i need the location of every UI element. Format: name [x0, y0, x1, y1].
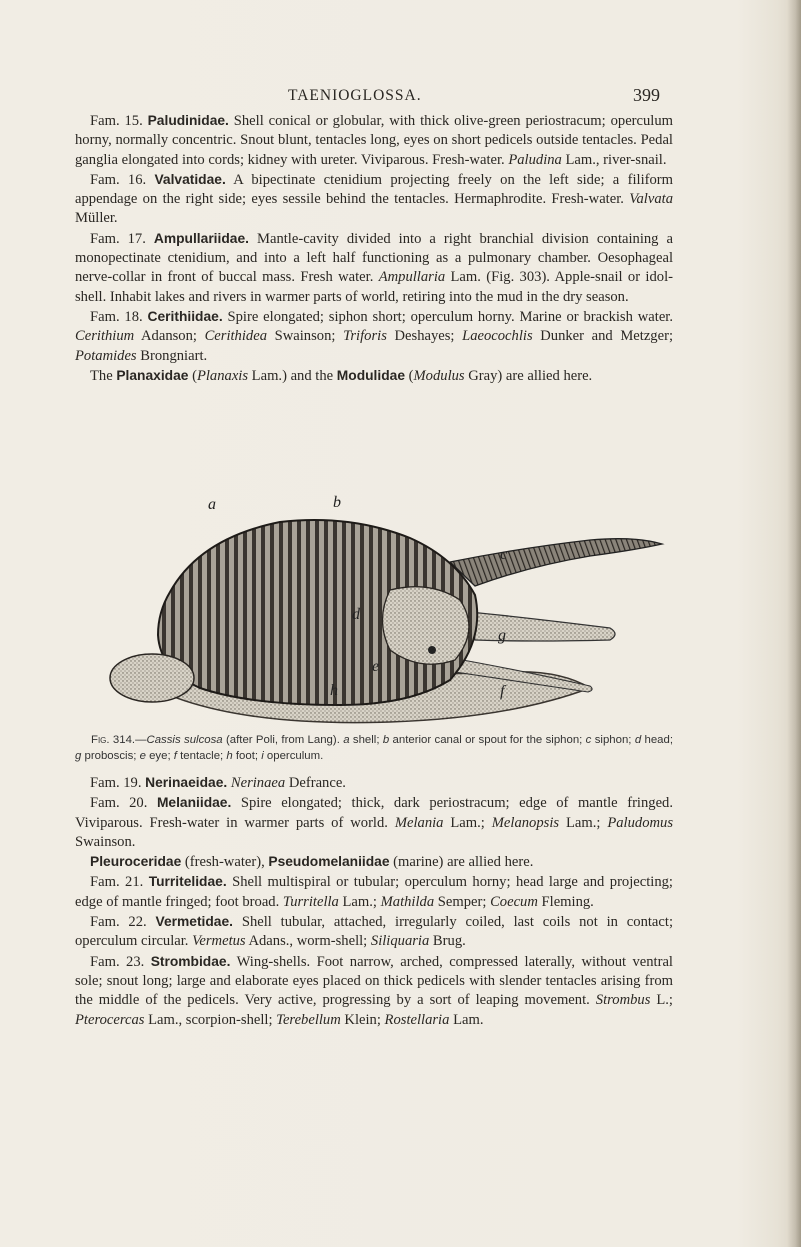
taxon-name: Strombus [595, 992, 651, 1009]
taxon-name: Turritella [282, 893, 339, 910]
text-run: Fam. 22. [90, 914, 156, 931]
cassis-illustration [90, 500, 665, 725]
fig-label-e: e [372, 658, 380, 675]
text-run: A bipectinate ctenidium projecting freely on the left side; a filiform appendage on the right side; eyes sessile behind the tentacles. Hermaphrodite. Fresh-water. [75, 171, 673, 208]
family-name: Valvatidae. [154, 171, 226, 187]
text-run: Klein; [340, 1011, 385, 1028]
text-run: tentacle; [176, 749, 227, 762]
figure-cassis-sulcosa [90, 494, 665, 725]
text-run: proboscis; [81, 749, 140, 762]
taxon-name: Triforis [343, 328, 387, 345]
family-name: Modulidae [336, 367, 405, 383]
text-run: Deshayes; [386, 328, 463, 345]
taxon-name: a [343, 734, 350, 746]
taxon-name: d [634, 734, 642, 746]
taxon-name: Modulus [413, 367, 465, 384]
family-name: Cerithiidae. [147, 308, 223, 324]
family-name: Turritelidae. [148, 874, 227, 890]
figure-caption [75, 733, 673, 764]
page-edge-shadow [787, 0, 801, 1247]
caption-text [75, 733, 673, 764]
eye-shape [428, 646, 436, 654]
text-run: Fam. 21. [90, 874, 149, 891]
paragraph [75, 793, 673, 852]
taxon-name: Paludina [508, 151, 562, 168]
text-run: Lam.; [338, 893, 381, 910]
text-run: Fam. 20. [90, 795, 157, 812]
taxon-name: Potamides [75, 347, 137, 364]
text-run: Fam. 23. [90, 953, 151, 970]
text-run: Semper; [434, 893, 491, 910]
family-name: Nerinaeidae. [145, 775, 228, 790]
paragraph [75, 229, 673, 307]
taxon-name: Coecum [490, 893, 538, 910]
taxon-name: Planaxis [196, 367, 249, 384]
text-run: Fam. 16. [90, 171, 155, 188]
text-run: ( [188, 367, 197, 384]
taxon-name: e [139, 749, 146, 762]
text-run: Fam. 15. [90, 113, 148, 129]
text-run: Gray) are allied here. [464, 367, 593, 384]
family-name: Ampullariidae. [153, 230, 249, 246]
head-shape [383, 587, 469, 665]
taxon-name: Ampullaria [378, 269, 446, 286]
text-run: L.; [650, 992, 673, 1009]
text-run: Dunker and Metzger; [532, 328, 673, 345]
paragraph [75, 912, 673, 952]
paragraph [75, 170, 673, 229]
text-run: anterior canal or spout for the siphon; [389, 734, 586, 746]
text-run: Fam. 18. [90, 308, 148, 325]
text-run: Wing-shells. Foot narrow, arched, compressed laterally, without ventral sole; snout long; large and elaborate eyes placed on thick pedicels with slender tentacles arising from the middle of the pedicels. Very active, progressing by a sort of leaping movement. [75, 953, 673, 1009]
text-run: siphon; [591, 734, 635, 746]
taxon-name: Valvata [629, 191, 673, 208]
text-run: Lam.) and the [248, 367, 337, 384]
paragraph [75, 872, 673, 912]
text-run: Lam. [449, 1011, 484, 1028]
siphon-shape [450, 539, 662, 586]
text-run: (fresh-water), [181, 854, 269, 871]
taxon-name: Cerithium [75, 328, 135, 345]
text-run: Adans., worm-shell; [245, 933, 371, 950]
text-run: Shell conical or globular, with thick olive-green periostracum; operculum horny, normally concentric. Snout blunt, tentacles long, eyes on short pedicels outside tentacles. Pedal ganglia elongated into cords; kidney with ureter. Viviparous. Fresh-water. [75, 113, 674, 168]
paragraph [75, 307, 673, 366]
family-name: Melaniidae. [156, 795, 232, 811]
text-run: Lam.; [559, 814, 608, 831]
fig-label-h: h [330, 682, 338, 699]
text-block-top [75, 111, 673, 386]
paragraph [75, 952, 673, 1030]
operculum-shape [110, 654, 194, 702]
paragraph [75, 852, 673, 872]
taxon-name: c [585, 734, 592, 746]
family-name: Paludinidae. [147, 113, 229, 128]
fig-label-c: c [500, 546, 508, 563]
taxon-name: Laeocochlis [462, 328, 533, 345]
taxon-name: Melanopsis [491, 814, 560, 831]
text-run: — [135, 734, 147, 746]
taxon-name: Rostellaria [384, 1011, 450, 1028]
running-head [0, 87, 801, 109]
family-name: Pleuroceridae [90, 854, 182, 870]
text-run: Swainson. [75, 833, 136, 850]
family-name: Pseudomelaniidae [268, 854, 390, 870]
text-run: ( [405, 367, 414, 384]
taxon-name: h [226, 749, 233, 762]
text-run: (after Poli, from Lang). [222, 734, 344, 746]
fig-label-f: f [500, 683, 505, 700]
taxon-name: f [173, 749, 177, 762]
text-run: Shell multispiral or tubular; operculum horny; head large and projecting; edge of mantle fringed; foot broad. [75, 874, 673, 910]
paragraph [75, 366, 673, 386]
text-run: Lam., scorpion-shell; [144, 1011, 277, 1028]
text-block-bottom [75, 773, 673, 1030]
fig-label-b: b [333, 494, 341, 511]
text-run: Fam. 19. [90, 775, 146, 791]
taxon-name: Cerithidea [204, 328, 267, 345]
family-name: Vermetidae. [155, 914, 233, 930]
fig-label-g: g [498, 627, 506, 644]
text-run: Lam.; [443, 814, 492, 831]
taxon-name: b [382, 734, 390, 746]
text-run: Mantle-cavity divided into a right branchial division containing a monopectinate ctenidium, and into a left half functioning as a pulmonary chamber. Oesophageal nerve-collar in front of buccal mass. Fresh water. [75, 230, 673, 286]
taxon-name: Mathilda [380, 893, 435, 910]
taxon-name: Pterocercas [75, 1011, 145, 1028]
proboscis-shape [470, 612, 615, 641]
text-run: Adanson; [134, 328, 205, 345]
taxon-name: Cassis sulcosa [146, 734, 223, 746]
text-run: Defrance. [285, 775, 346, 791]
text-run: head; [641, 734, 674, 746]
taxon-name: Terebellum [276, 1011, 341, 1028]
text-run: Shell tubular, attached, irregularly coiled, last coils not in contact; operculum circular. [75, 914, 673, 950]
taxon-name: Siliquaria [370, 933, 430, 950]
taxon-name: Vermetus [192, 933, 246, 950]
text-run: operculum. [263, 749, 324, 762]
text-run: Spire elongated; siphon short; operculum horny. Marine or brackish water. [222, 308, 673, 325]
text-run: Lam. (Fig. 303). Apple-snail or idol-shell. Inhabit lakes and rivers in warmer parts of world, retiring into the mud in the dry season. [75, 269, 673, 305]
text-run: foot; [232, 749, 262, 762]
text-run: Lam., river-snail. [561, 151, 667, 168]
text-run: Spire elongated; thick, dark periostracum; edge of mantle fringed. Viviparous. Fresh-water in warmer parts of world. [75, 795, 673, 831]
text-run: The [90, 367, 117, 384]
taxon-name: Nerinaea [230, 775, 286, 791]
taxon-name: i [261, 749, 264, 762]
text-run: Brug. [429, 933, 466, 950]
taxon-name: Melania [394, 814, 444, 831]
fig-label-d: d [352, 606, 360, 623]
family-name: Fig. 314. [91, 734, 136, 746]
text-run: Müller. [75, 210, 118, 227]
family-name: Strombidae. [150, 953, 231, 969]
text-run: Swainson; [267, 328, 344, 345]
text-run: Fam. 17. [90, 230, 154, 247]
text-run: (marine) are allied here. [389, 854, 534, 871]
paragraph [75, 111, 673, 170]
taxon-name: Paludomus [607, 814, 674, 831]
paragraph [75, 773, 673, 793]
family-name: Planaxidae [116, 367, 189, 383]
text-run: Brongniart. [136, 347, 208, 364]
page-number: 399 [633, 85, 660, 105]
taxon-name: g [75, 749, 82, 762]
text-run: shell; [349, 734, 383, 746]
running-title: TAENIOGLOSSA. [288, 87, 422, 104]
text-run: eye; [145, 749, 174, 762]
text-run: Fleming. [537, 893, 594, 910]
fig-label-a: a [208, 496, 216, 513]
